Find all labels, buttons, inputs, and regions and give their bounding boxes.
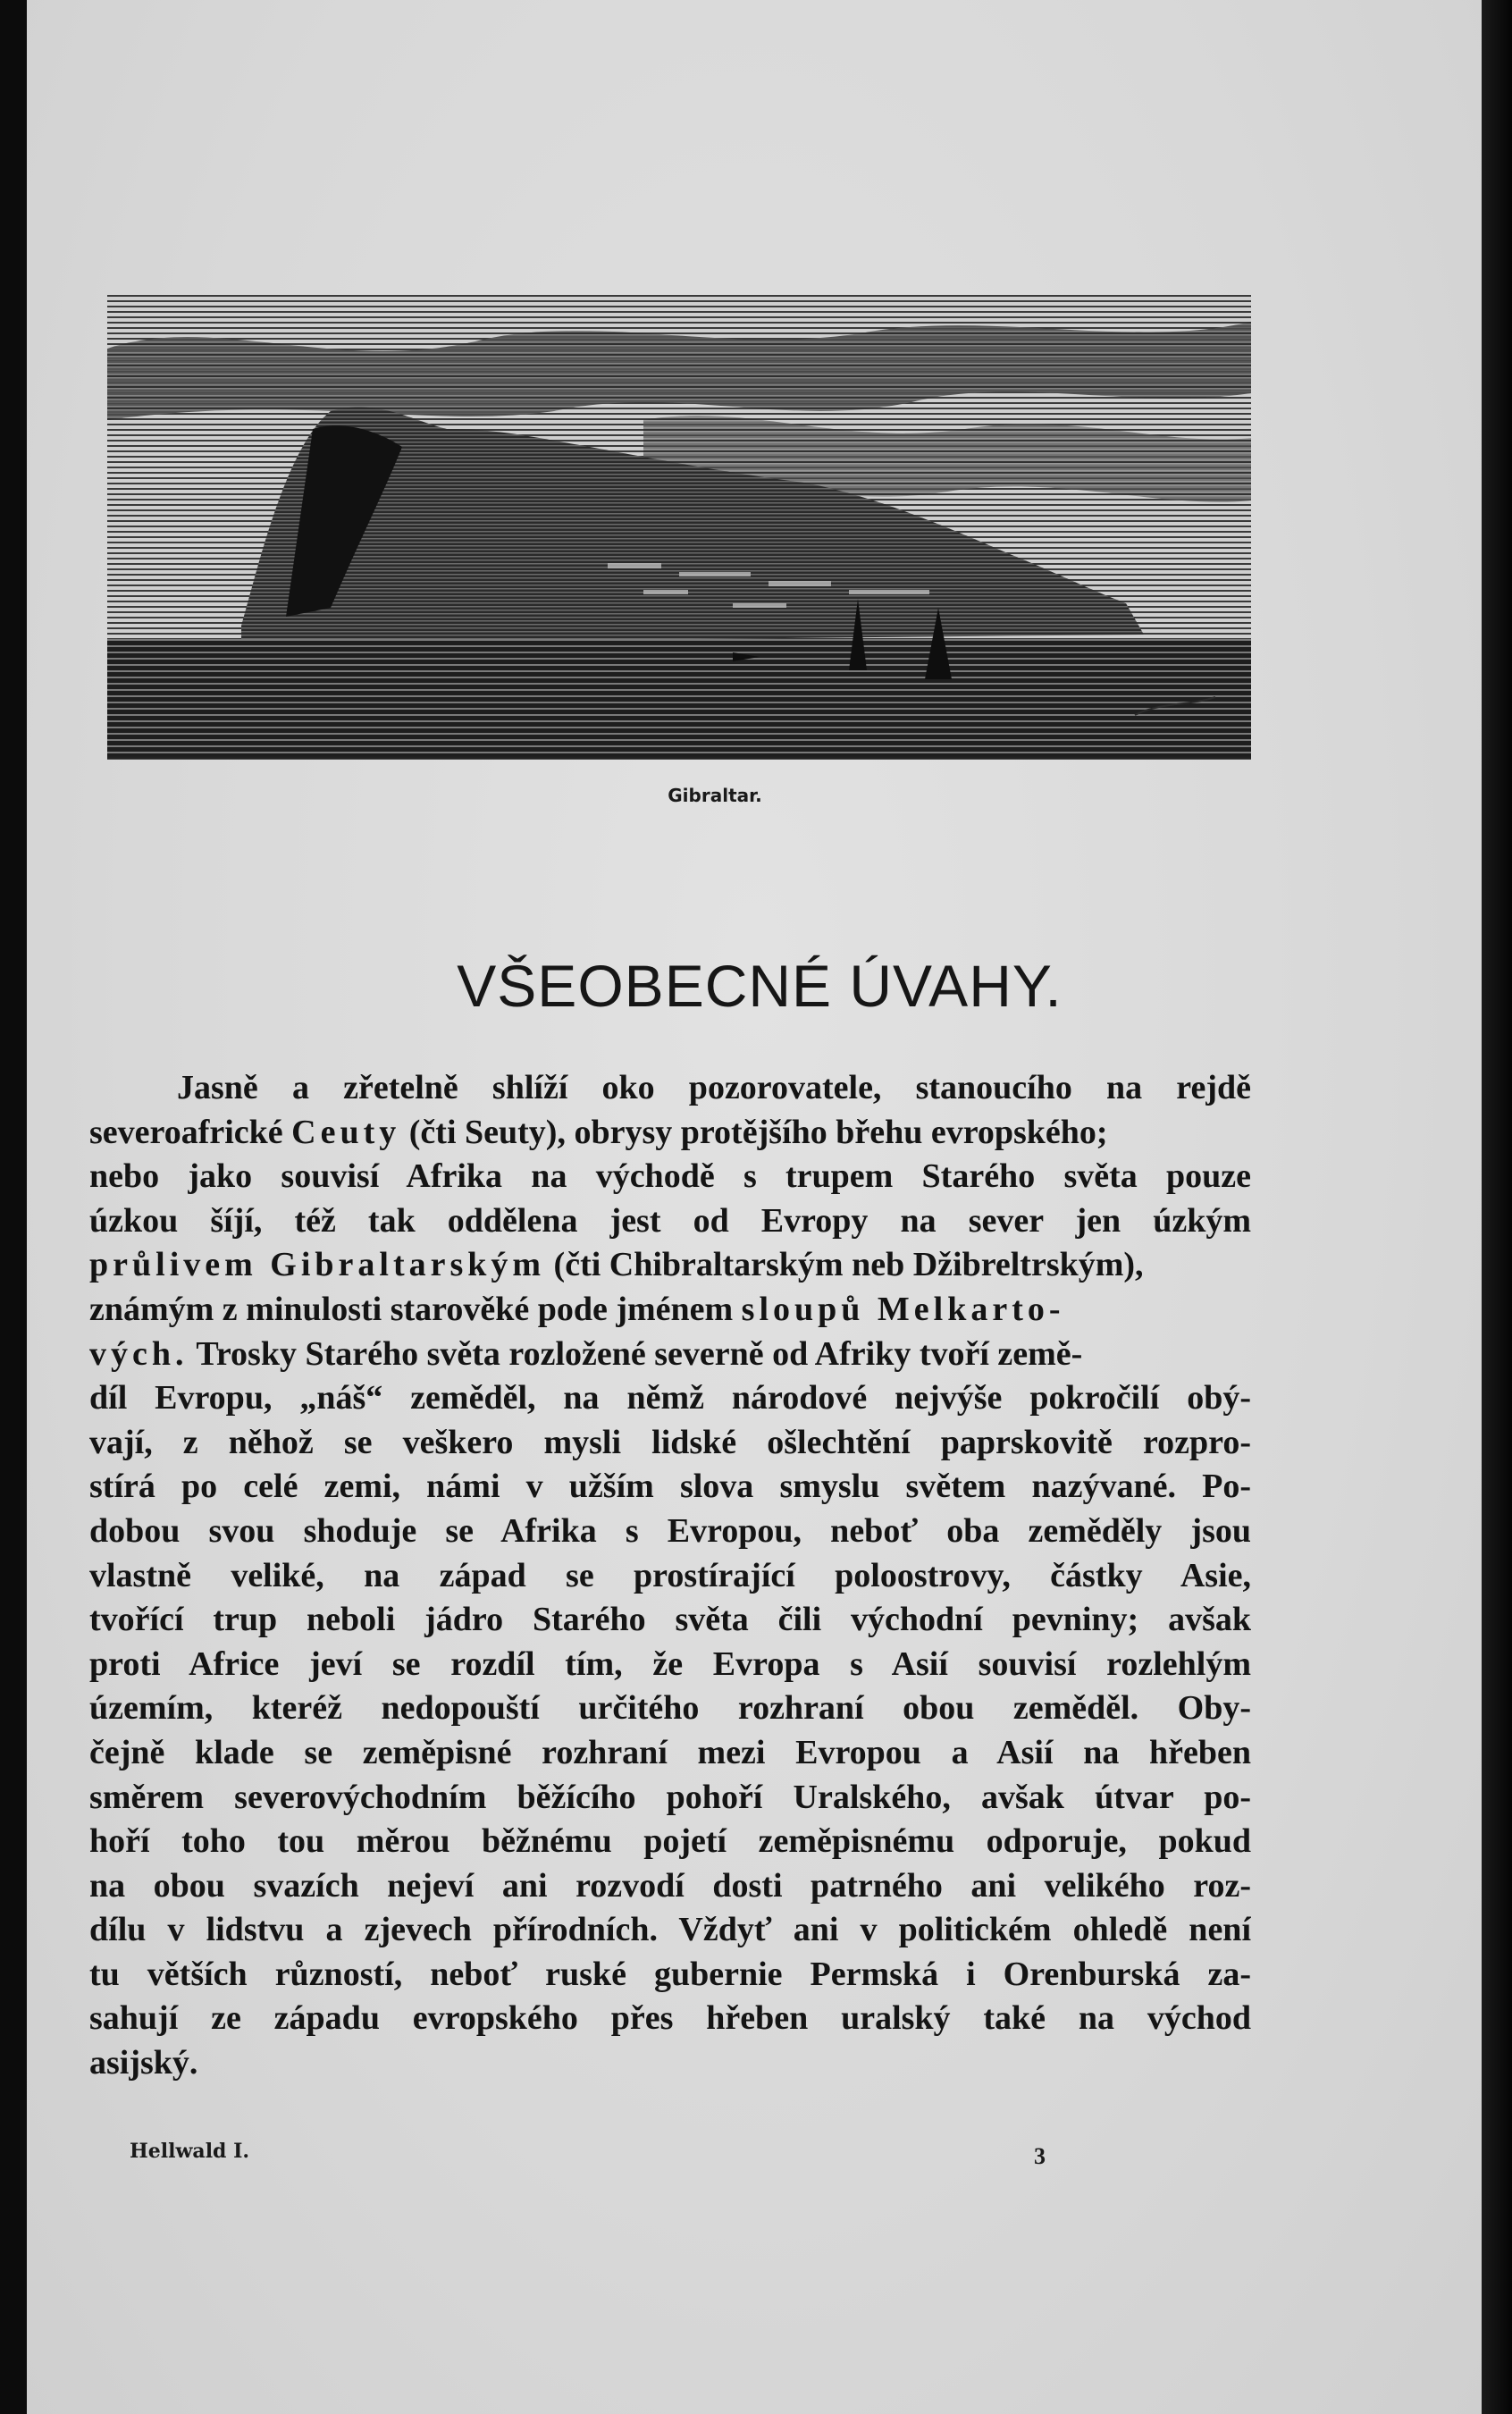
text-line: nebo jako souvisí Afrika na východě s trupem Starého světa pouze	[89, 1157, 1251, 1196]
text-line: vají, z něhož se veškero mysli lidské ošlechtění paprskovitě rozpro-	[89, 1423, 1251, 1461]
text-line: hoří toho tou měrou běžnému pojetí zeměpisnému odporuje, pokud	[89, 1822, 1251, 1861]
text-line	[89, 1243, 1251, 1288]
text-line: čejně klade se zeměpisné rozhraní mezi Evropou a Asií na hřeben	[89, 1733, 1251, 1771]
text-fragment: (čti Seuty), obrysy protějšího břehu evropského;	[408, 1113, 1108, 1151]
text-fragment: severoafrické	[89, 1113, 283, 1151]
body-text	[89, 1066, 1251, 2086]
text-line: stírá po celé zemi, námi v užším slova smyslu světem nazývané. Po-	[89, 1468, 1251, 1506]
text-line: územím, kteréž nedopouští určitého rozhraní obou zeměděl. Oby-	[89, 1689, 1251, 1728]
signature-mark: Hellwald I.	[130, 2140, 250, 2163]
text-line: tu větších růzností, neboť ruské gubernie Permská i Orenburská za-	[89, 1955, 1251, 1993]
scan-edge-shadow	[1482, 0, 1512, 2414]
page-number: 3	[1034, 2143, 1046, 2169]
text-line: sahují ze západu evropského přes hřeben uralský také na východ	[89, 1999, 1251, 2038]
text-line: díl Evropu, „náš“ zeměděl, na němž národové nejvýše pokročilí obý-	[89, 1379, 1251, 1417]
chapter-title: VŠEOBECNÉ ÚVAHY.	[457, 953, 1063, 1019]
gibraltar-engraving-icon	[107, 295, 1251, 760]
text-line	[89, 1288, 1251, 1333]
text-line	[89, 1111, 1251, 1156]
text-fragment: známým z minulosti starověké pode jménem	[89, 1290, 734, 1328]
text-fragment: Trosky Starého světa rozložené severně od Afriky tvoří země-	[196, 1334, 1083, 1373]
text-line: dílu v lidstvu a zjevech přírodních. Vždyť ani v politickém ohledě není	[89, 1911, 1251, 1949]
spaced-name: Ceuty	[291, 1113, 401, 1151]
text-line: na obou svazích nejeví ani rozvodí dosti patrného ani velikého roz-	[89, 1866, 1251, 1905]
spaced-name: vých.	[89, 1334, 189, 1373]
spaced-name: průlivem Gibraltarským	[89, 1246, 546, 1284]
text-line: úzkou šíjí, též tak oddělena jest od Evropy na sever jen úzkým	[89, 1201, 1251, 1240]
illustration-caption: Gibraltar.	[668, 785, 762, 806]
text-line: dobou svou shoduje se Afrika s Evropou, neboť oba zeměděly jsou	[89, 1511, 1251, 1550]
text-line: tvořící trup neboli jádro Starého světa čili východní pevniny; avšak	[89, 1601, 1251, 1639]
text-line: asijský.	[89, 2044, 198, 2082]
text-line: Jasně a zřetelně shlíží oko pozorovatele, stanoucího na rejdě	[177, 1069, 1251, 1106]
text-line: směrem severovýchodním běžícího pohoří Uralského, avšak útvar po-	[89, 1778, 1251, 1816]
text-line	[89, 1333, 1251, 1377]
text-fragment: (čti Chibraltarským neb Džibreltrským),	[553, 1246, 1144, 1284]
text-line: proti Africe jeví se rozdíl tím, že Evropa s Asií souvisí rozlehlým	[89, 1644, 1251, 1683]
text-line: vlastně veliké, na západ se prostírající poloostrovy, částky Asie,	[89, 1556, 1251, 1594]
spaced-name: sloupů Melkarto-	[741, 1290, 1065, 1328]
